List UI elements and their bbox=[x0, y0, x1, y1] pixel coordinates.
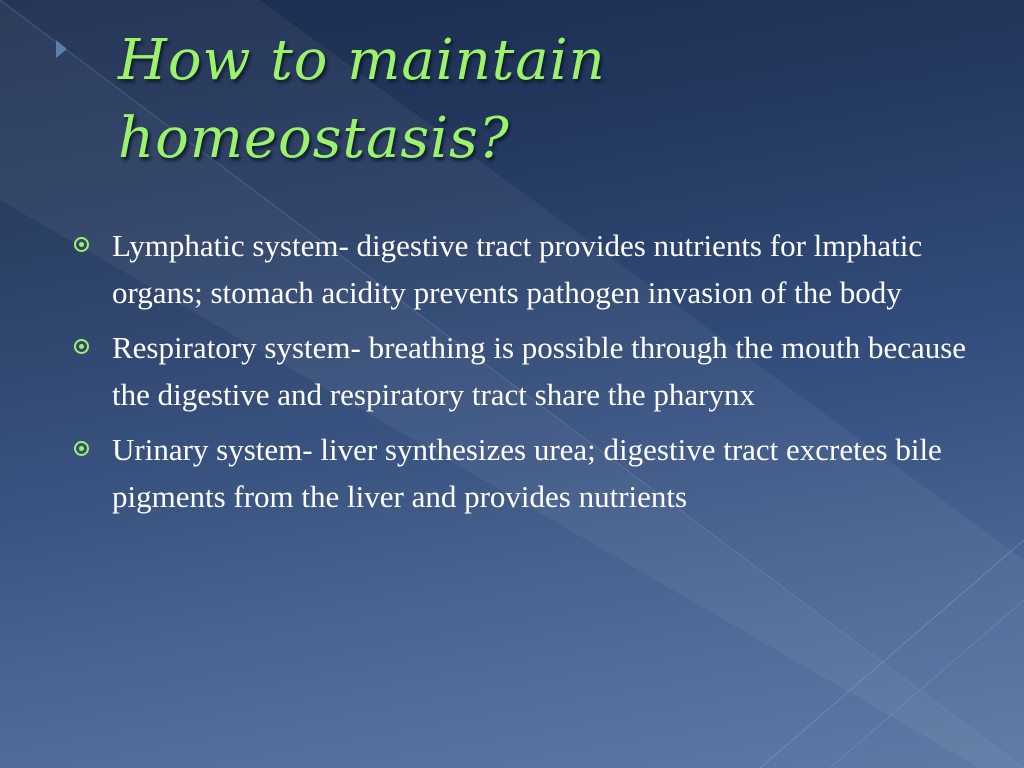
bullet-item-lymphatic bbox=[72, 222, 972, 316]
title-line-2: homeostasis? bbox=[118, 106, 510, 171]
slide-title bbox=[118, 22, 818, 178]
bullet-item-respiratory bbox=[72, 324, 972, 418]
bullet-item-urinary bbox=[72, 426, 972, 520]
title-line-1: How to maintain bbox=[118, 28, 606, 93]
bullet-text: Urinary system- liver synthesizes urea; digestive tract excretes bile pigments from the liver and provides nutrients bbox=[112, 432, 942, 514]
target-bullet-icon bbox=[74, 441, 89, 456]
bullet-text: Lymphatic system- digestive tract provides nutrients for lmphatic organs; stomach acidity prevents pathogen invasion of the body bbox=[112, 228, 923, 310]
bullet-list bbox=[72, 222, 972, 528]
triangle-arrow-icon bbox=[56, 40, 67, 58]
target-bullet-icon bbox=[74, 339, 89, 354]
bullet-text: Respiratory system- breathing is possible through the mouth because the digestive and respiratory tract share the pharynx bbox=[112, 330, 967, 412]
target-bullet-icon bbox=[74, 237, 89, 252]
